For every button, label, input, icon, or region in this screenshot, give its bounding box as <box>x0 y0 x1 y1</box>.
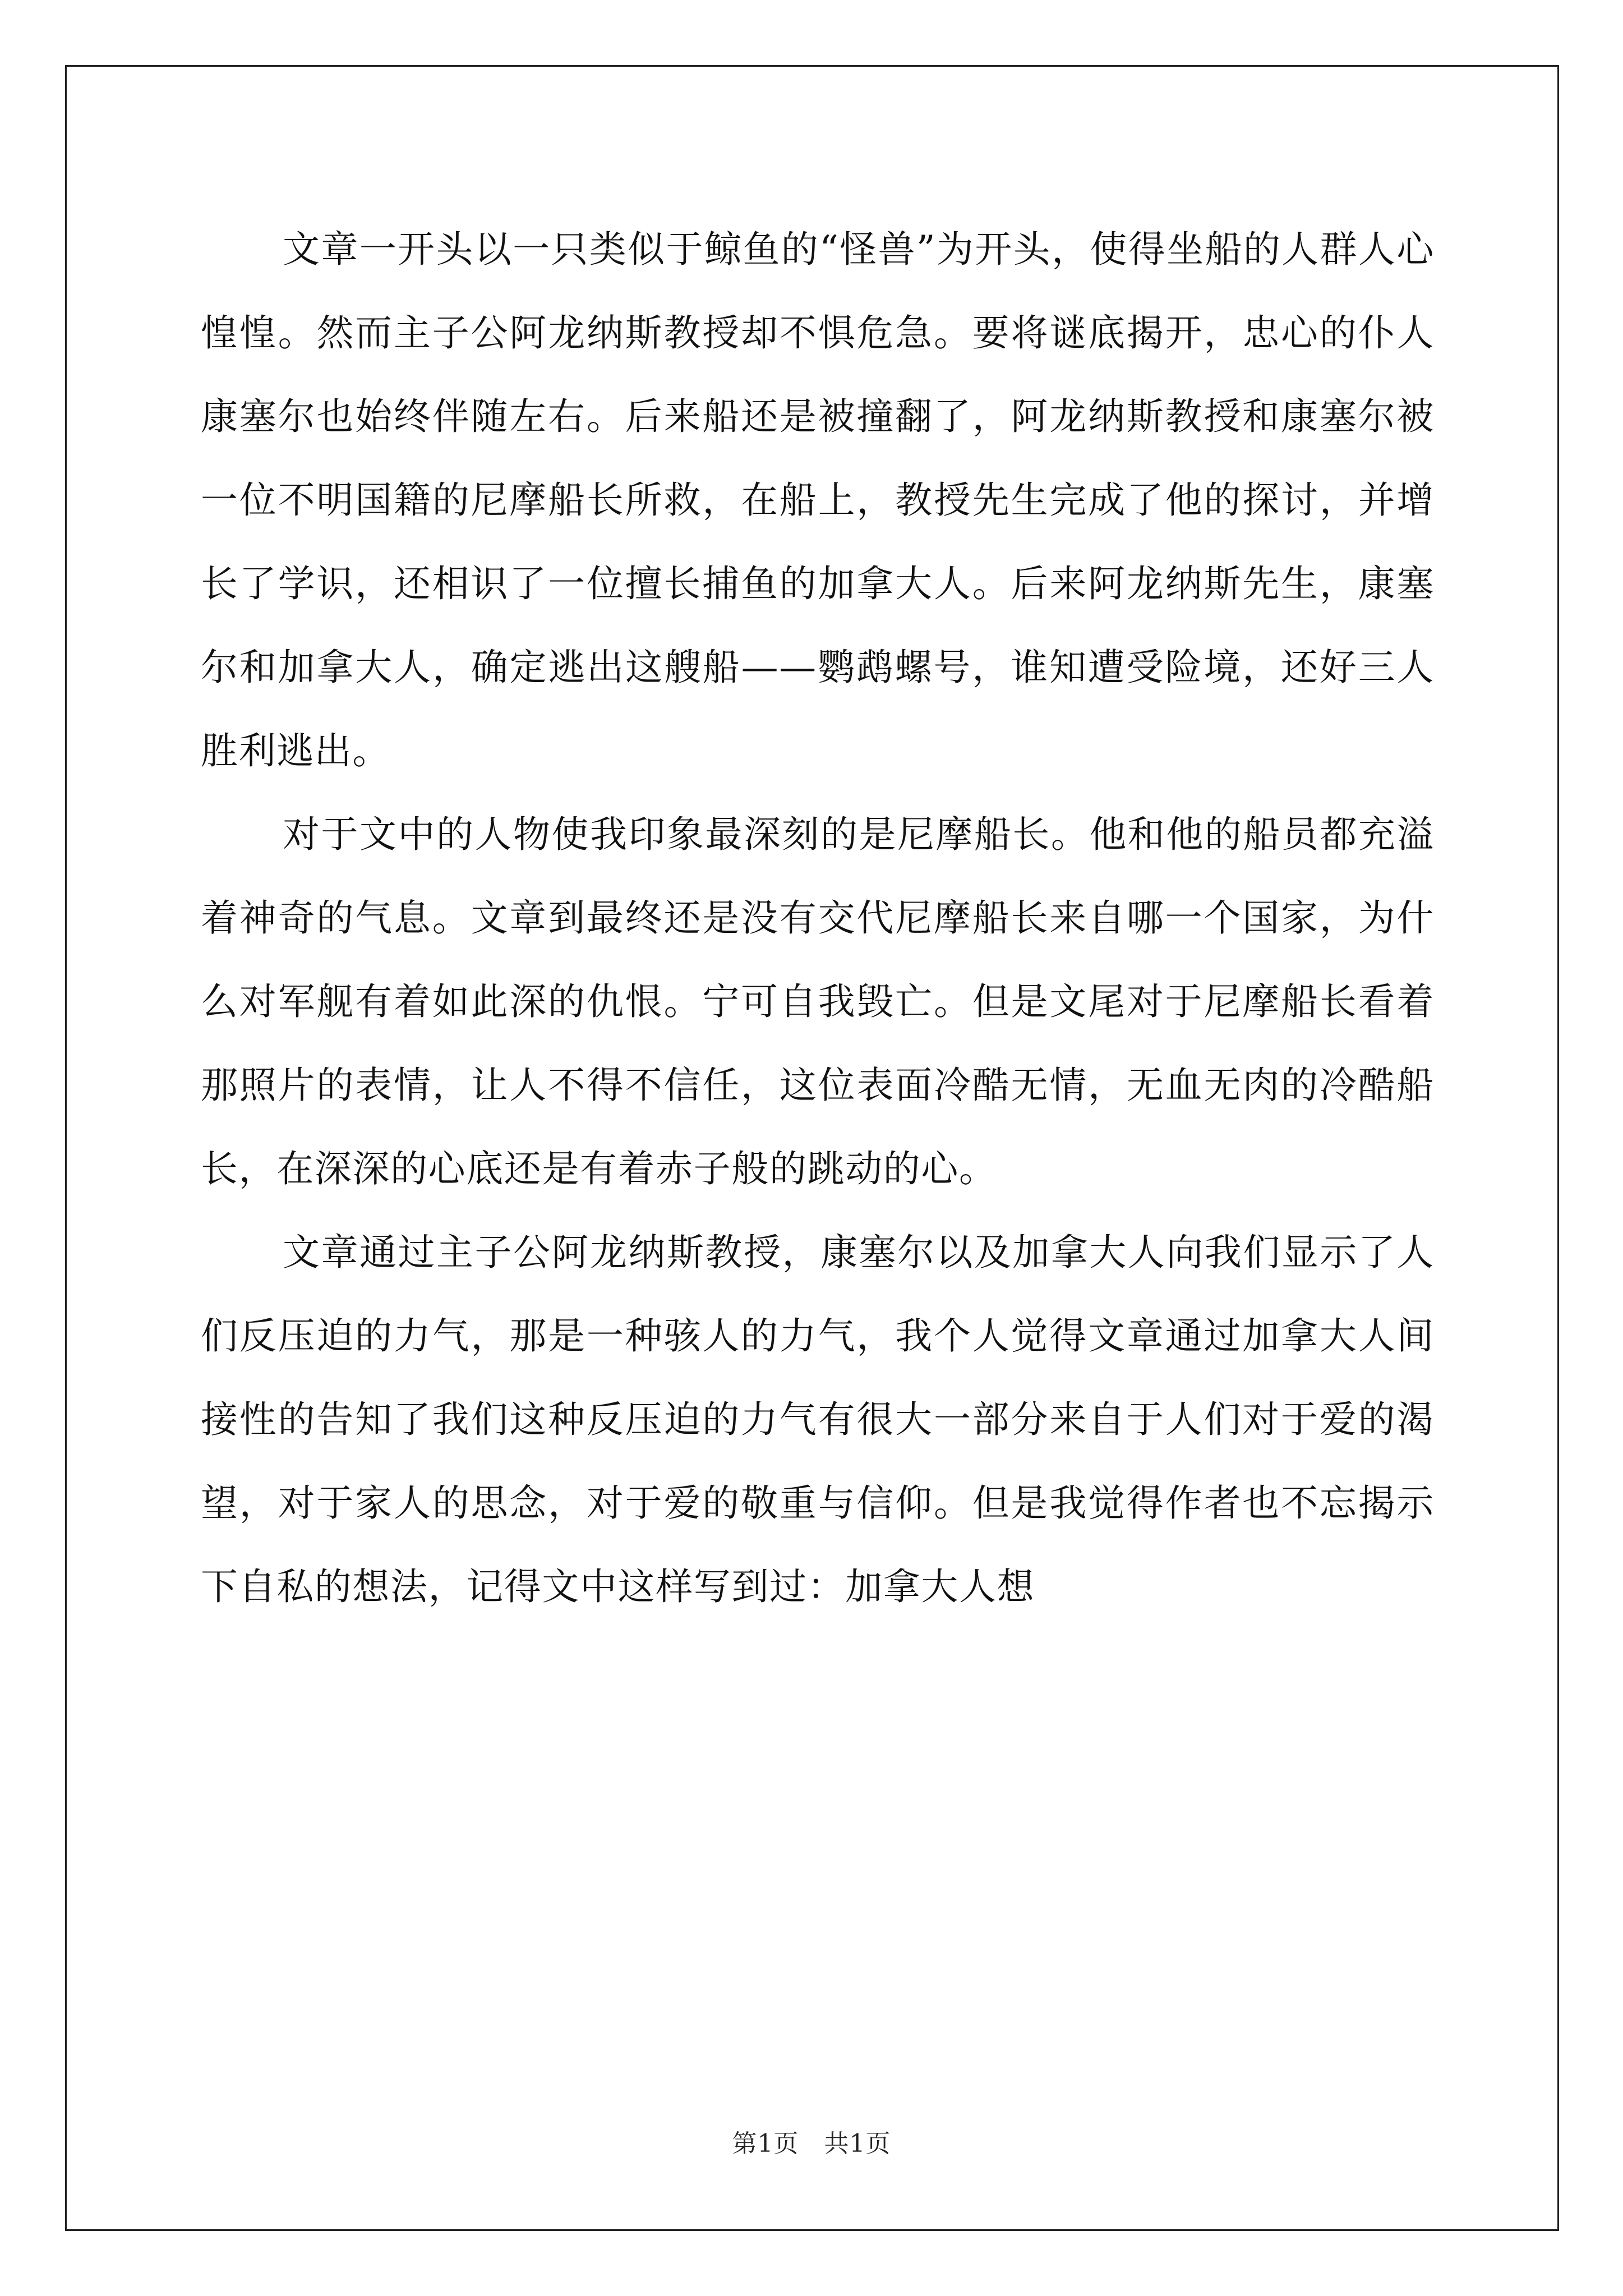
footer-gap <box>799 2129 824 2158</box>
page-footer <box>0 2127 1623 2161</box>
document-body <box>201 208 1435 1628</box>
paragraph-1: 文章一开头以一只类似于鲸鱼的“怪兽”为开头，使得坐船的人群人心惶惶。然而主子公阿龙纳斯教授却不惧危急。要将谜底揭开，忠心的仆人康塞尔也始终伴随左右。后来船还是被撞翻了，阿龙纳斯教授和康塞尔被一位不明国籍的尼摩船长所救，在船上，教授先生完成了他的探讨，并增长了学识，还相识了一位擅长捕鱼的加拿大人。后来阿龙纳斯先生，康塞尔和加拿大人，确定逃出这艘船——鹦鹉螺号，谁知遭受险境，还好三人胜利逃出。 <box>201 228 1435 772</box>
total-pages: 共1页 <box>824 2129 891 2158</box>
paragraph-2: 对于文中的人物使我印象最深刻的是尼摩船长。他和他的船员都充溢着神奇的气息。文章到最终还是没有交代尼摩船长来自哪一个国家，为什么对军舰有着如此深的仇恨。宁可自我毁亡。但是文尾对于尼摩船长看着那照片的表情，让人不得不信任，这位表面冷酷无情，无血无肉的冷酷船长，在深深的心底还是有着赤子般的跳动的心。 <box>201 813 1435 1190</box>
page-number: 第1页 <box>732 2129 799 2158</box>
paragraph-3: 文章通过主子公阿龙纳斯教授，康塞尔以及加拿大人向我们显示了人们反压迫的力气，那是一种骇人的力气，我个人觉得文章通过加拿大人间接性的告知了我们这种反压迫的力气有很大一部分来自于人们对于爱的渴望，对于家人的思念，对于爱的敬重与信仰。但是我觉得作者也不忘揭示下自私的想法，记得文中这样写到过：加拿大人想 <box>201 1231 1435 1608</box>
